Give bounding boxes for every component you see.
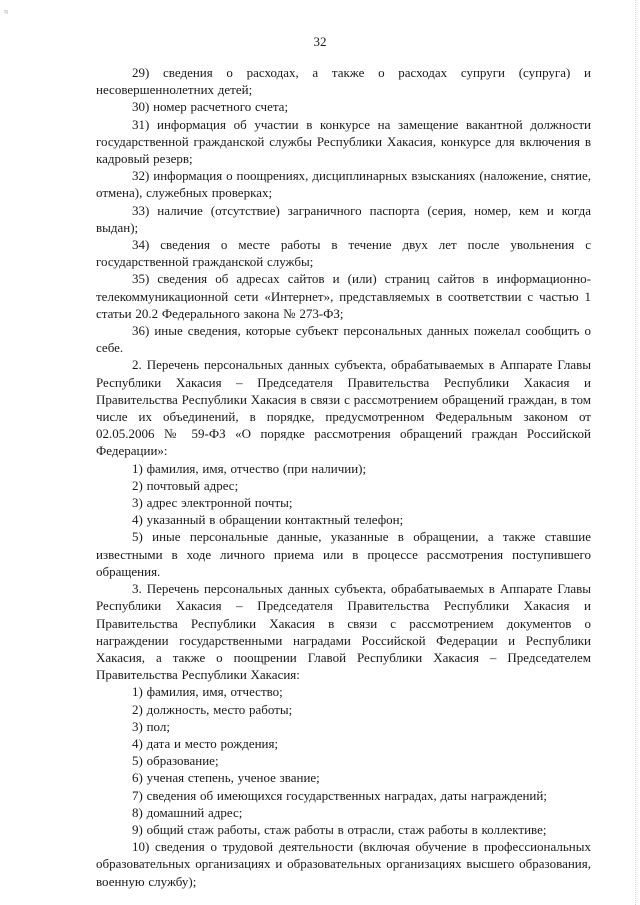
list-item: 5) образование;: [132, 753, 219, 769]
list-item: 7) сведения об имеющихся государственных наградах, даты награждений;: [132, 787, 547, 803]
document-body: [96, 64, 591, 890]
scan-margin-left: [4, 0, 10, 905]
list-item: 31) информация об участии в конкурсе на замещение вакантной должности государственной гражданской службы Республики Хакасия, конкурсе для включения в кадровый резерв;: [96, 116, 591, 167]
scan-margin-right: [629, 0, 636, 905]
list-item: 4) указанный в обращении контактный телефон;: [132, 512, 404, 528]
list-item: 36) иные сведения, которые субъект персональных данных пожелал сообщить о себе.: [96, 323, 591, 356]
list-item: 1) фамилия, имя, отчество;: [132, 684, 283, 700]
margin-mark: ч: [4, 7, 9, 16]
list-item: 5) иные персональные данные, указанные в обращении, а также ставшие известными в ходе личного приема или в процессе рассмотрения поступившего обращения.: [96, 529, 591, 579]
list-item: 4) дата и место рождения;: [132, 735, 279, 751]
section-paragraph: 3. Перечень персональных данных субъекта, обрабатываемых в Аппарате Главы Республики Хакасия – Председателя Правительства Республики Хакасия и Правительства Республики Хакасия в связи с рассмотрением документов о награждении государственными наградами Российской Федерации и Республики Хакасия, а также о поощрении Главой Республики Хакасия – Председателем Правительства Республики Хакасия:: [96, 581, 591, 683]
list-item: 29) сведения о расходах, а также о расходах супруги (супруга) и несовершеннолетних детей;: [96, 65, 591, 98]
list-item: 34) сведения о месте работы в течение двух лет после увольнения с государственной гражданской службы;: [96, 237, 591, 270]
list-item: 1) фамилия, имя, отчество (при наличии);: [132, 460, 367, 476]
list-item: 30) номер расчетного счета;: [132, 99, 289, 115]
list-item: 35) сведения об адресах сайтов и (или) страниц сайтов в информационно-телекоммуникационной сети «Интернет», представляемых в соответствии с частью 1 статьи 20.2 Федерального закона № 273-ФЗ;: [96, 271, 591, 321]
list-item: 6) ученая степень, ученое звание;: [132, 770, 320, 786]
list-item: 10) сведения о трудовой деятельности (включая обучение в профессиональных образовательных организациях и образовательных организациях высшего образования, военную службу);: [96, 839, 591, 889]
page-number: 32: [313, 34, 327, 49]
list-item: 8) домашний адрес;: [132, 804, 243, 820]
list-item: 2) должность, место работы;: [132, 701, 293, 717]
section-paragraph: 2. Перечень персональных данных субъекта, обрабатываемых в Аппарате Главы Республики Хакасия – Председателя Правительства Республики Хакасия и Правительства Республики Хакасия в связи с рассмотрением обращений граждан, в том числе их объединений, в порядке, предусмотренном Федеральным законом от 02.05.2006 № 59-ФЗ «О порядке рассмотрения обращений граждан Российской Федерации»:: [96, 357, 591, 459]
list-item: 3) адрес электронной почты;: [132, 495, 293, 511]
list-item: 9) общий стаж работы, стаж работы в отрасли, стаж работы в коллективе;: [132, 821, 547, 837]
list-item: 33) наличие (отсутствие) заграничного паспорта (серия, номер, кем и когда выдан);: [96, 202, 591, 235]
list-item: 2) почтовый адрес;: [132, 477, 239, 493]
list-item: 32) информация о поощрениях, дисциплинарных взысканиях (наложение, снятие, отмена), служебных проверках;: [96, 168, 591, 201]
list-item: 3) пол;: [132, 718, 170, 734]
